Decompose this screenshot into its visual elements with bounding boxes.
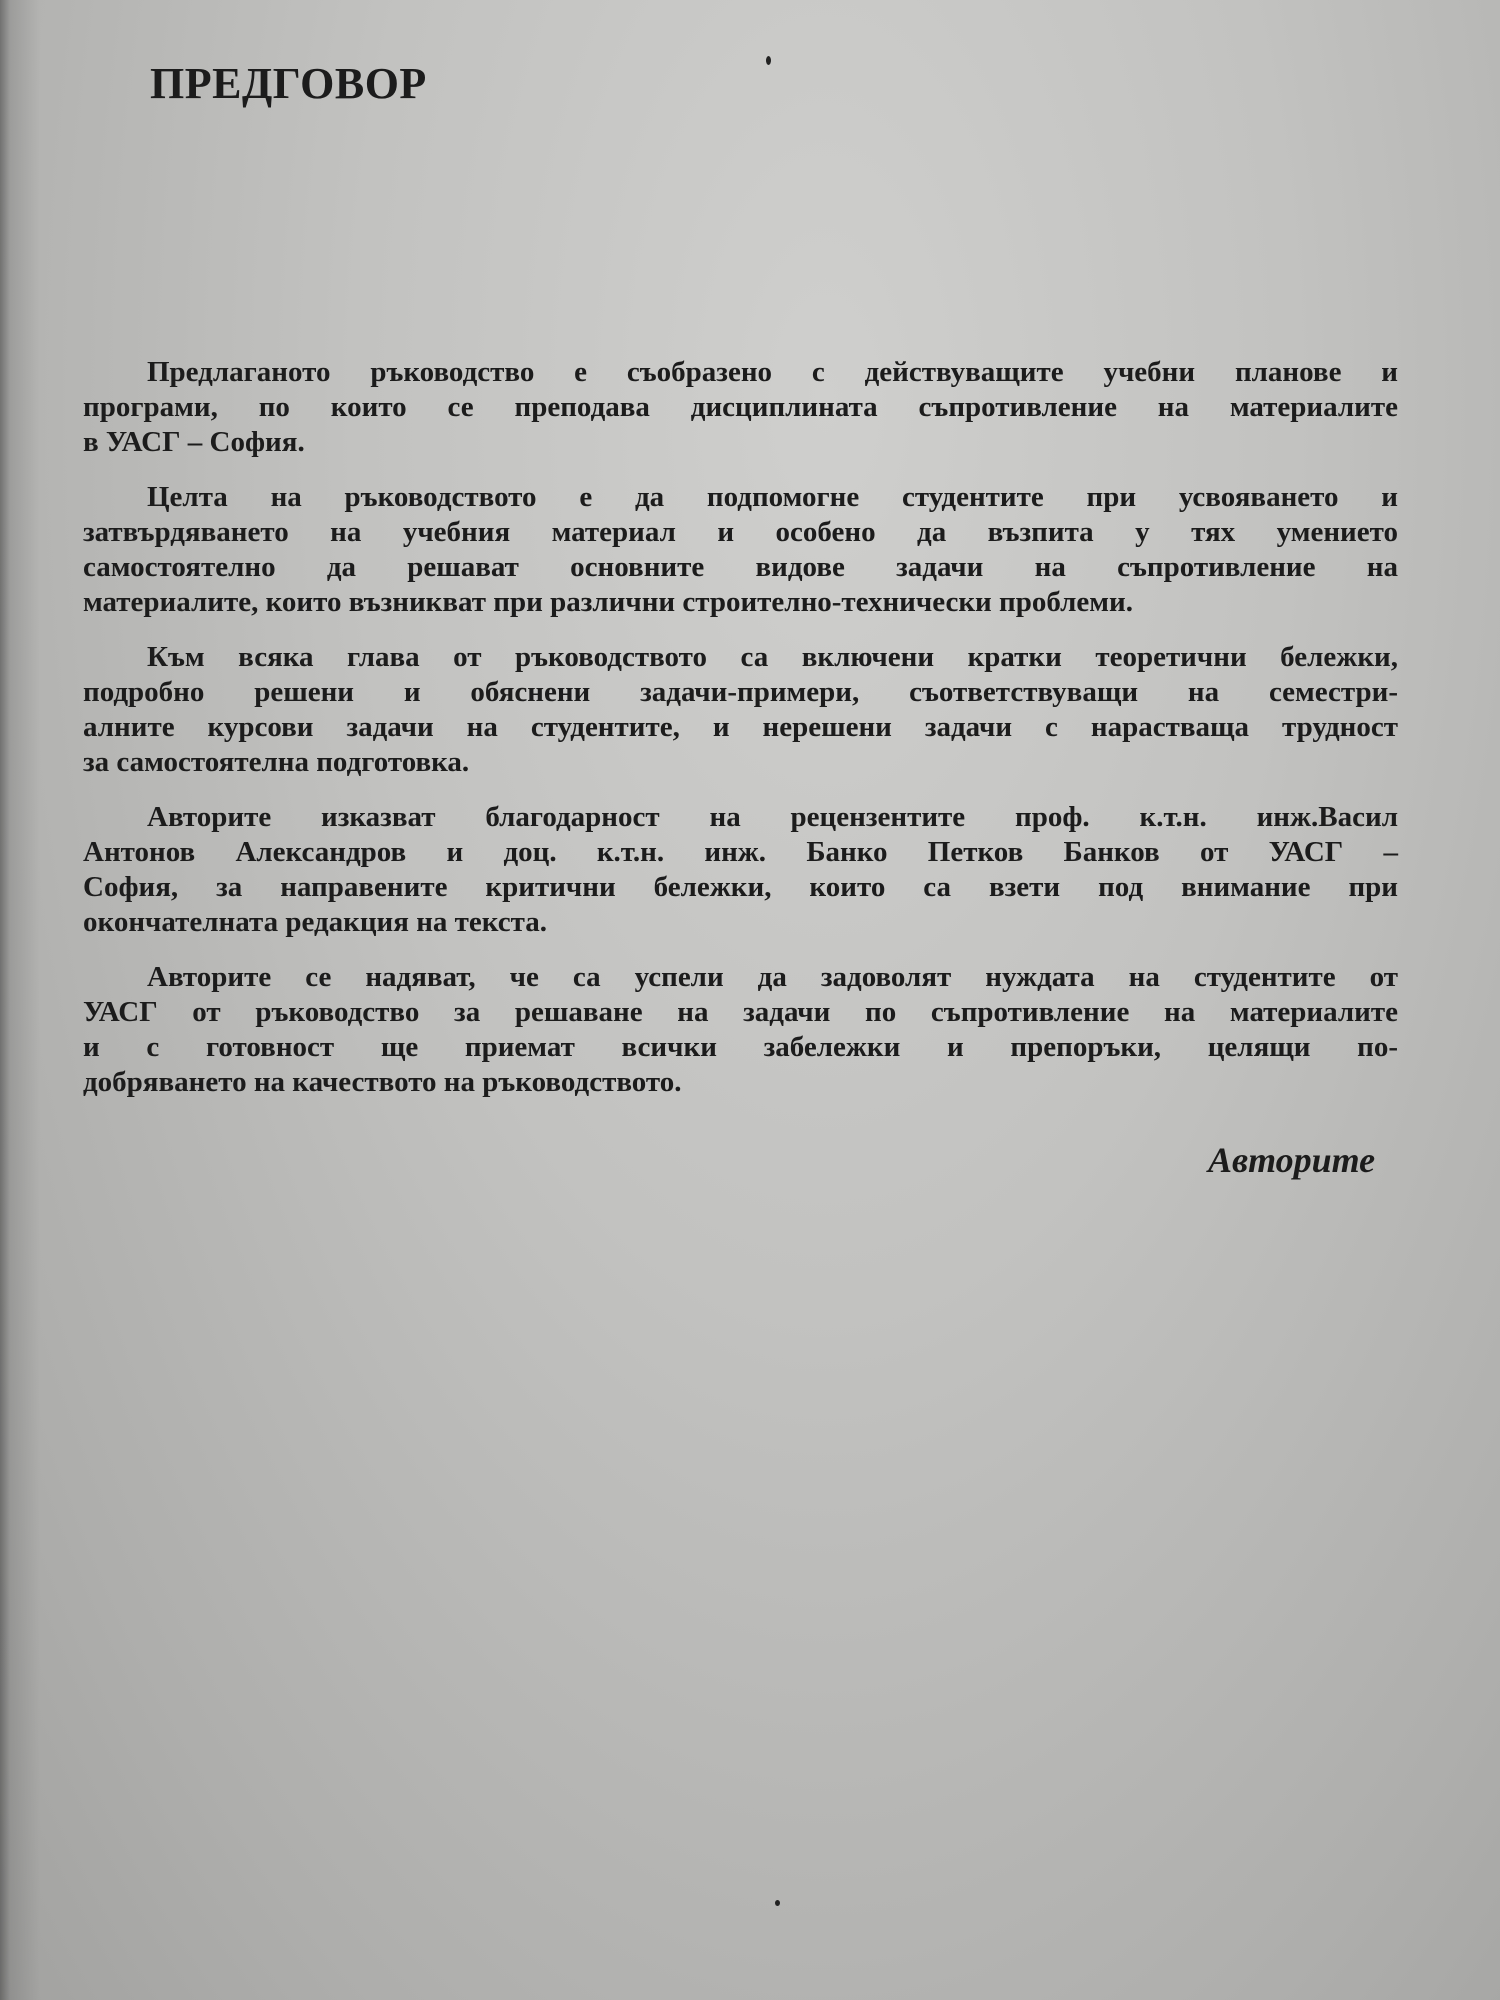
signature: Авторите: [1208, 1140, 1376, 1180]
text-line: Към всяка глава от ръководството са включени кратки теоретични бележки,: [147, 641, 1398, 673]
text-line: за самостоятелна подготовка.: [83, 746, 470, 778]
text-line: подробно решени и обяснени задачи-примери, съответствуващи на семестри-: [83, 676, 1398, 708]
text-line: и с готовност ще приемат всички забележки и препоръки, целящи по-: [83, 1031, 1398, 1063]
text-line: Авторите изказват благодарност на рецензентите проф. к.т.н. инж.Васил: [147, 801, 1398, 833]
paragraph: [83, 640, 1398, 780]
text-line: програми, по които се преподава дисциплината съпротивление на материалите: [83, 391, 1398, 423]
preface-body: [83, 355, 1398, 1120]
paragraph: [83, 800, 1398, 940]
page-title: ПРЕДГОВОР: [150, 59, 427, 108]
text-line: самостоятелно да решават основните видове задачи на съпротивление на: [83, 551, 1398, 583]
paragraph: [83, 480, 1398, 620]
text-line: затвърдяването на учебния материал и особено да възпита у тях умението: [83, 516, 1398, 548]
text-line: материалите, които възникват при различни строително-технически проблеми.: [83, 586, 1133, 618]
paragraph: [83, 960, 1398, 1100]
text-line: добряването на качеството на ръководството.: [83, 1066, 682, 1098]
text-line: Предлаганото ръководство е съобразено с действуващите учебни планове и: [147, 356, 1398, 388]
text-line: Авторите се надяват, че са успели да задоволят нуждата на студентите от: [147, 961, 1398, 993]
text-line: Целта на ръководството е да подпомогне студентите при усвояването и: [147, 481, 1398, 513]
paper-speck: [775, 1900, 780, 1906]
paper-speck: [766, 56, 771, 65]
paragraph: [83, 355, 1398, 460]
text-line: окончателната редакция на текста.: [83, 906, 547, 938]
text-line: София, за направените критични бележки, които са взети под внимание при: [83, 871, 1398, 903]
text-line: УАСГ от ръководство за решаване на задачи по съпротивление на материалите: [83, 996, 1398, 1028]
text-line: алните курсови задачи на студентите, и нерешени задачи с нарастваща трудност: [83, 711, 1398, 743]
text-line: в УАСГ – София.: [83, 426, 305, 458]
text-line: Антонов Александров и доц. к.т.н. инж. Банко Петков Банков от УАСГ –: [83, 836, 1398, 868]
